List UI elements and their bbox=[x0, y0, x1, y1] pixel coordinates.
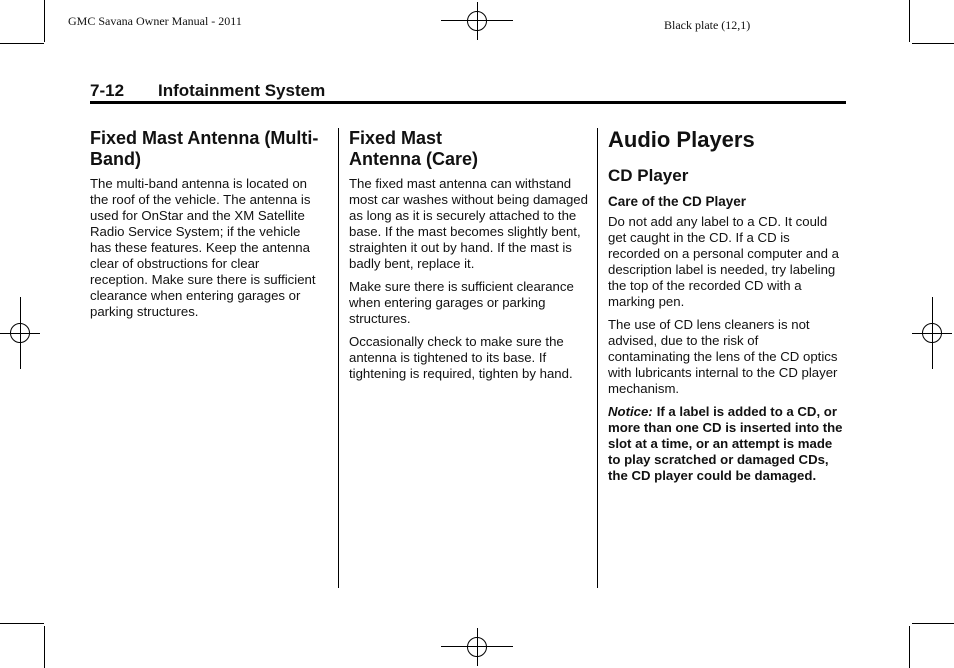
paragraph: The use of CD lens cleaners is not advised, due to the risk of contaminating the lens of the CD optics with lubricants internal to the CD player mechanism. bbox=[608, 317, 838, 396]
plate-meta: Black plate (12,1) bbox=[664, 18, 751, 32]
column-divider-2 bbox=[597, 128, 598, 588]
subsection-heading: CD Player bbox=[608, 166, 689, 185]
topic-heading: Care of the CD Player bbox=[608, 194, 747, 209]
section-heading: Fixed Mast Antenna (Care) bbox=[349, 128, 479, 169]
chapter-heading: Audio Players bbox=[608, 127, 755, 152]
column-2 bbox=[349, 128, 589, 389]
notice-text: If a label is added to a CD, or more than one CD is inserted into the slot at a time, or an attempt is made to play scratched or damaged CDs, the CD player could be damaged. bbox=[608, 404, 843, 483]
column-1 bbox=[90, 128, 320, 327]
column-divider-1 bbox=[338, 128, 339, 588]
document-title-meta: GMC Savana Owner Manual - 2011 bbox=[68, 14, 242, 28]
notice-label: Notice: bbox=[608, 404, 653, 419]
notice-paragraph bbox=[608, 404, 844, 484]
paragraph: Make sure there is sufficient clearance when entering garages or parking structures. bbox=[349, 279, 574, 326]
header-rule bbox=[90, 101, 846, 104]
paragraph: Occasionally check to make sure the antenna is tightened to its base. If tightening is required, tighten by hand. bbox=[349, 334, 573, 381]
section-title: Infotainment System bbox=[158, 81, 326, 100]
page-number: 7-12 bbox=[90, 81, 125, 100]
paragraph: The fixed mast antenna can withstand most car washes without being damaged as long as it is securely attached to the base. If the mast becomes slightly bent, straighten it out by hand. If the mast is badly bent, replace it. bbox=[349, 176, 588, 271]
section-heading: Fixed Mast Antenna (Multi-Band) bbox=[90, 128, 319, 169]
paragraph: The multi-band antenna is located on the roof of the vehicle. The antenna is used for OnStar and the XM Satellite Radio Service System; if the vehicle has these features. Keep the antenna clear of obstructions for clear reception. Make sure there is sufficient clearance when entering garages or parking structures. bbox=[90, 176, 316, 319]
paragraph: Do not add any label to a CD. It could get caught in the CD. If a CD is recorded on a personal computer and a description label is needed, try labeling the top of the recorded CD with a marking pen. bbox=[608, 214, 839, 309]
running-head bbox=[90, 81, 325, 101]
column-3 bbox=[608, 128, 844, 491]
